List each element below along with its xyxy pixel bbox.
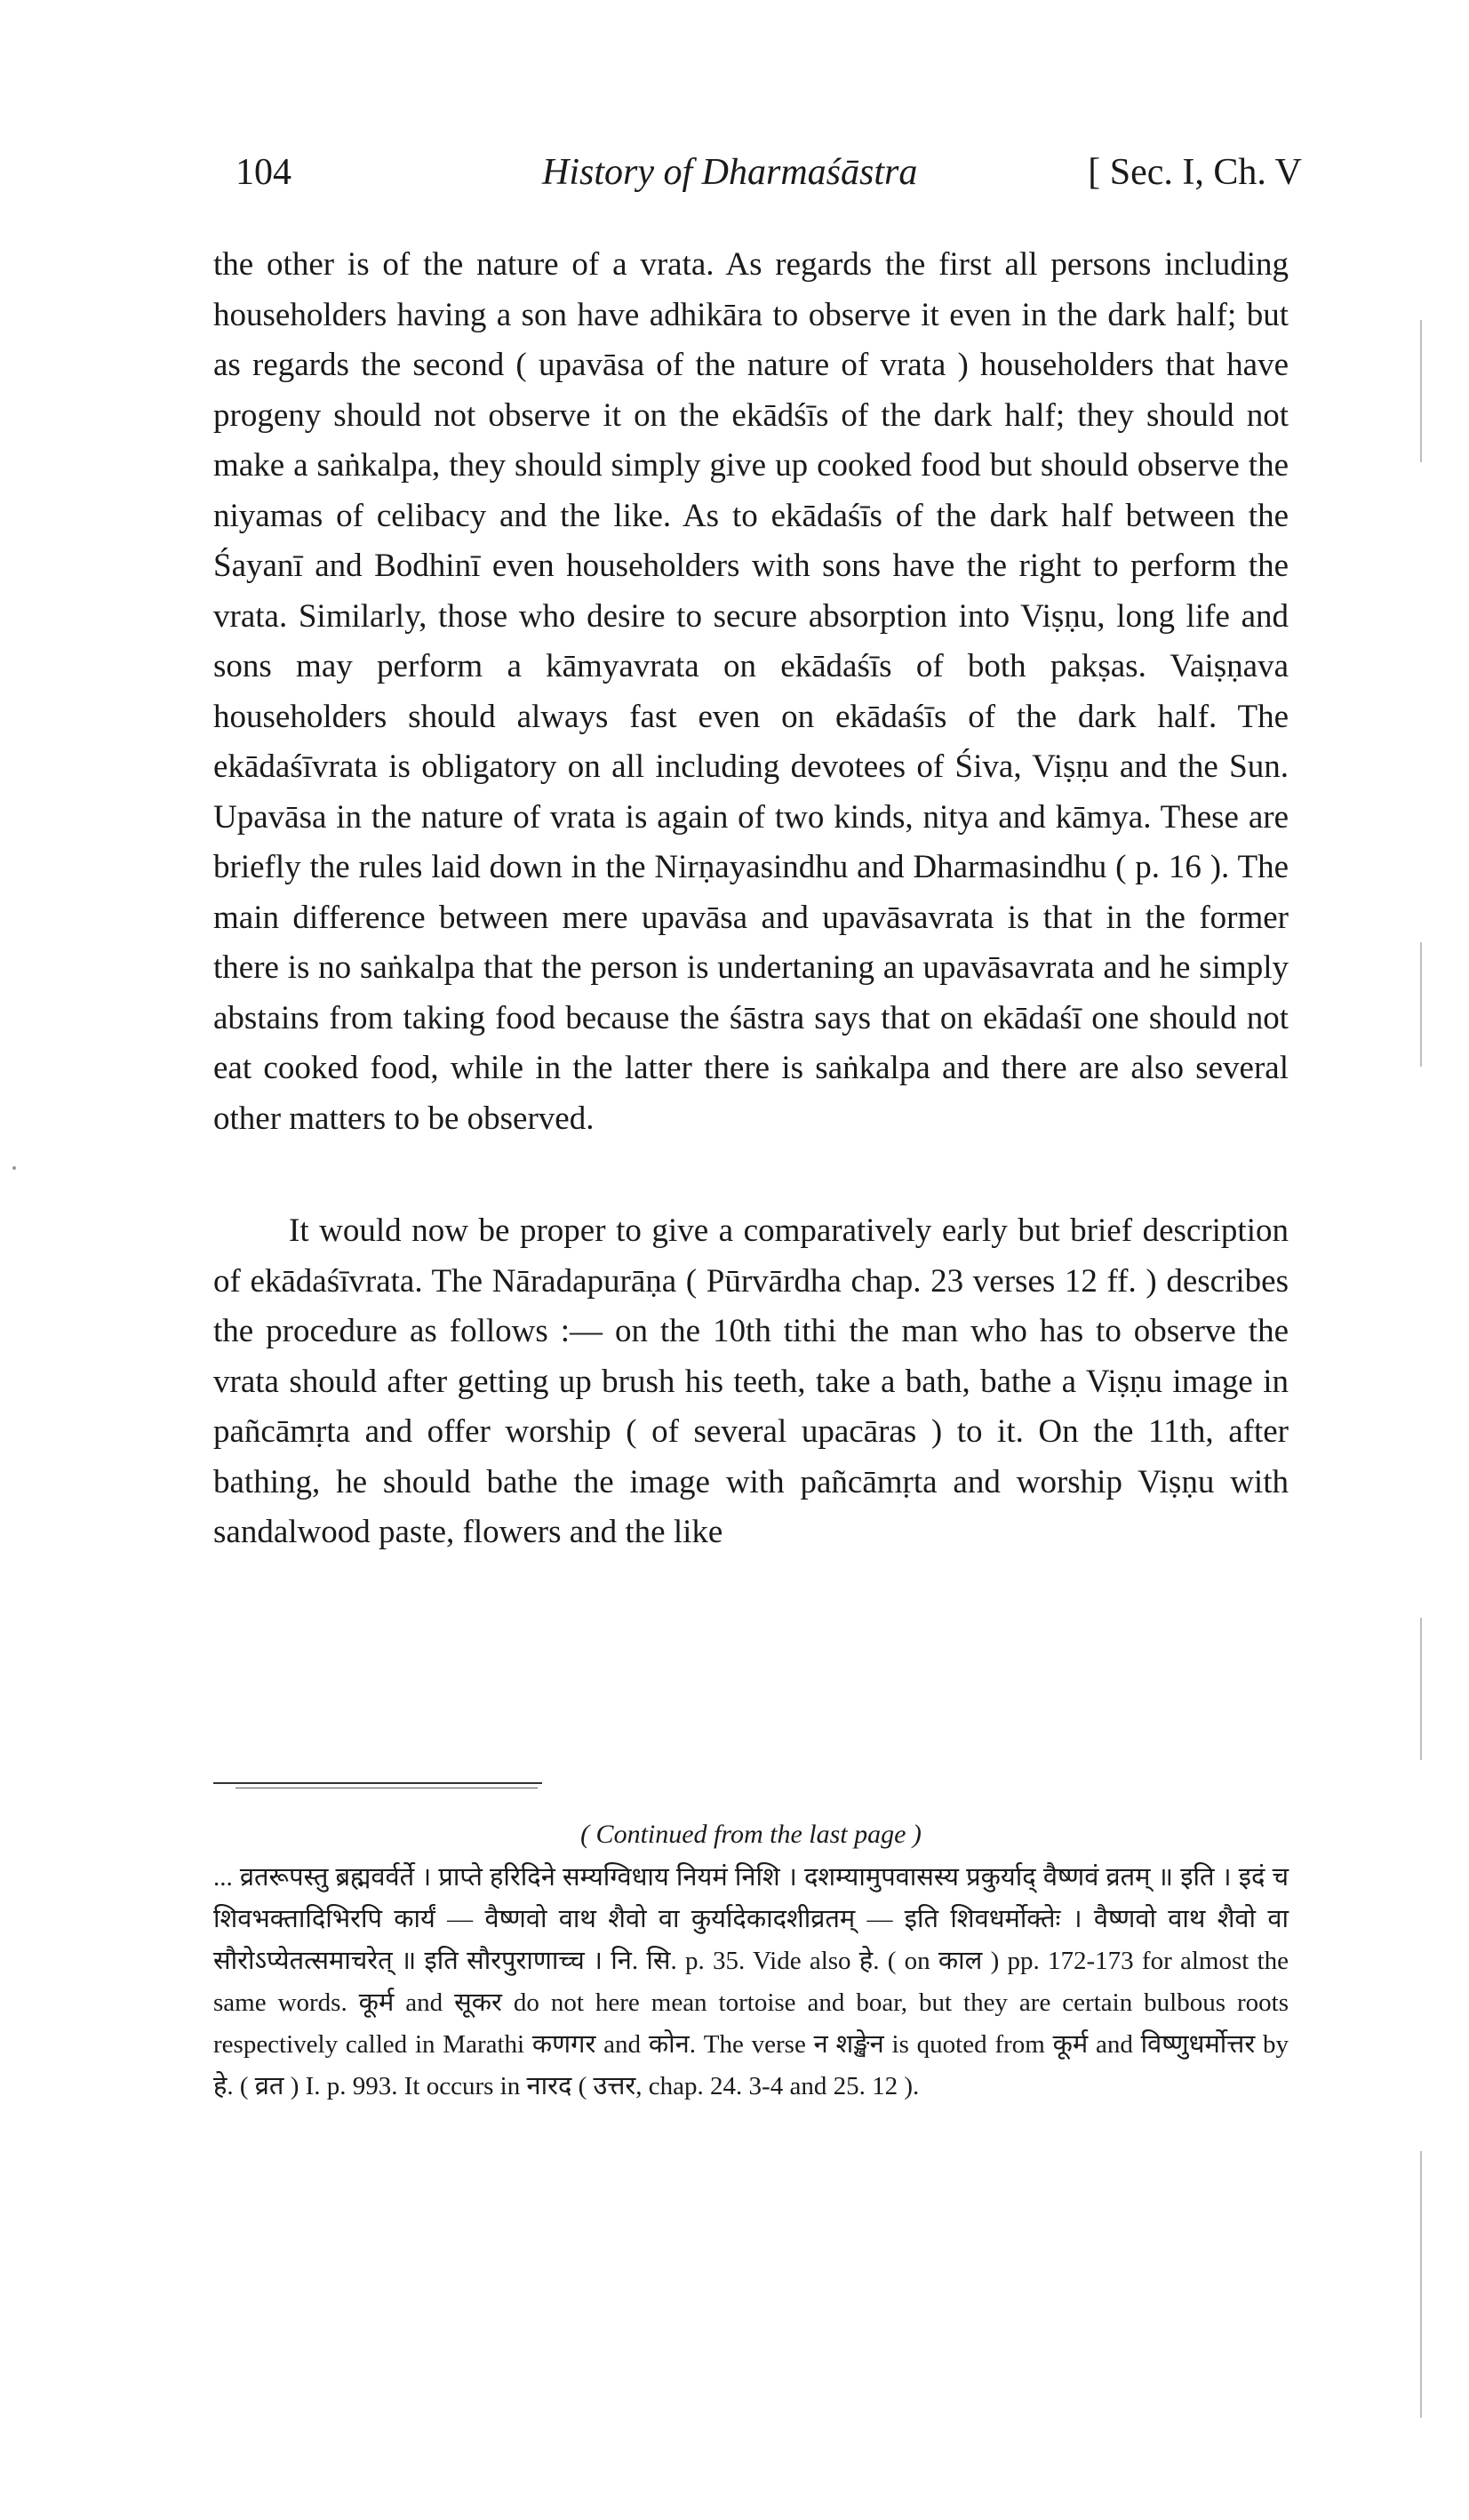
paragraph-2: It would now be proper to give a comparatively early but brief description of ekādaśīvrata. The Nāradapurāṇa ( Pūrvārdha chap. 23 verses 12 ff. ) describes the procedure as follows :— on the 10th tithi the man who has to observe the vrata should after getting up brush his teeth, take a bath, bathe a Viṣṇu image in pañcāmṛta and offer worship ( of several upacāras ) to it. On the 11th, after bathing, he should bathe the image with pañcāmṛta and worship Viṣṇu with sandalwood paste, flowers and the like [213,1212,1289,1550]
scan-edge-mark [1420,1618,1422,1760]
footnote-text: ... व्रतरूपस्तु ब्रह्मवर्वर्ते । प्राप्ते हरिदिने सम्यग्विधाय नियमं निशि । दशम्यामुपवासस्य प्रकुर्याद् वैष्णवं व्रतम् ॥ इति । इदं च शिवभक्तादिभिरपि कार्यं — वैष्णवो वाथ शैवो वा कुर्यादेकादशीव्रतम् — इति शिवधर्मोक्तेः । वैष्णवो वाथ शैवो वा सौरोऽप्येतत्समाचरेत् ॥ इति सौरपुराणाच्च । नि. सि. p. 35. Vide also हे. ( on काल ) pp. 172-173 for almost the same words. कूर्म and सूकर do not here mean tortoise and boar, but they are certain bulbous roots respectively called in Marathi कणगर and कोन. The verse न शङ्खेन is quoted from कूर्म and विष्णुधर्मोत्तर by हे. ( व्रत ) I. p. 993. It occurs in नारद ( उत्तर, chap. 24. 3-4 and 25. 12 ). [213,1863,1289,2100]
footnote-divider [213,1782,542,1784]
scan-edge-mark [1420,942,1422,1067]
footnote [213,1813,1289,2108]
scan-speck [12,1166,16,1170]
section-reference: [ Sec. I, Ch. V [1088,152,1302,193]
scan-edge-mark [1420,320,1422,462]
running-header [236,151,1302,204]
page-number: 104 [236,152,291,193]
paragraph-1: the other is of the nature of a vrata. As regards the first all persons including householders having a son have adhikāra to observe it even in the dark half; but as regards the second ( upavāsa of the nature of vrata ) householders that have progeny should not observe it on the ekādśīs of the dark half; they should not make a saṅkalpa, they should simply give up cooked food but should observe the niyamas of celibacy and the like. As to ekādaśīs of the dark half between the Śayanī and Bodhinī even householders with sons have the right to perform the vrata. Similarly, those who desire to secure absorption into Viṣṇu, long life and sons may perform a kāmyavrata on ekādaśīs of both pakṣas. Vaiṣṇava householders should always fast even on ekādaśīs of the dark half. The ekādaśīvrata is obligatory on all including devotees of Śiva, Viṣṇu and the Sun. Upavāsa in the nature of vrata is again of two kinds, nitya and kāmya. These are briefly the rules laid down in the Nirṇayasindhu and Dharmasindhu ( p. 16 ). The main difference between mere upavāsa and upavāsavrata is that in the former there is no saṅkalpa that the person is undertaning an upavāsavrata and he simply abstains from taking food because the śāstra says that on ekādaśī one should not eat cooked food, while in the latter there is saṅkalpa and there are also several other matters to be observed. [213,246,1289,1137]
main-text [213,240,1289,1558]
running-title: History of Dharmaśāstra [542,152,918,193]
scan-edge-mark [1420,2151,1422,2418]
footnote-continued-label: ( Continued from the last page ) [580,1820,922,1849]
